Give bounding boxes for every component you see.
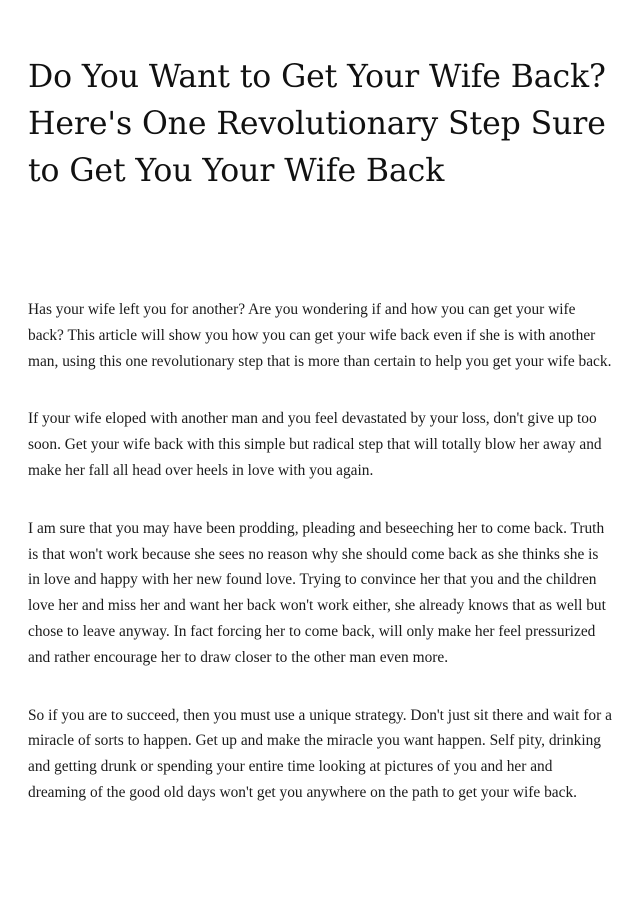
document-title: Do You Want to Get Your Wife Back? Here's One Revolutionary Step Sure to Get You Your Wife Back	[28, 59, 606, 189]
document-body	[28, 297, 613, 806]
paragraph: So if you are to succeed, then you must use a unique strategy. Don't just sit there and wait for a miracle of sorts to happen. Get up and make the miracle you want happen. Self pity, drinking and getting drunk or spending your entire time looking at pictures of you and her and dreaming of the good old days won't get you anywhere on the path to get your wife back.	[28, 706, 612, 801]
paragraph: If your wife eloped with another man and you feel devastated by your loss, don't give up too soon. Get your wife back with this simple but radical step that will totally blow her away and make her fall all head over heels in love with you again.	[28, 410, 602, 479]
paragraph: I am sure that you may have been prodding, pleading and beseeching her to come back. Truth is that won't work because she sees no reason why she should come back as she thinks she is in love and happy with her new found love. Trying to convince her that you and the children love her and miss her and want her back won't work either, she already knows that as well but chose to leave anyway. In fact forcing her to come back, will only make her feel pressurized and rather encourage her to draw closer to the other man even more.	[28, 519, 606, 666]
paragraph: Has your wife left you for another? Are you wondering if and how you can get your wife back? This article will show you how you can get your wife back even if she is with another man, using this one revolutionary step that is more than certain to help you get your wife back.	[28, 301, 612, 370]
